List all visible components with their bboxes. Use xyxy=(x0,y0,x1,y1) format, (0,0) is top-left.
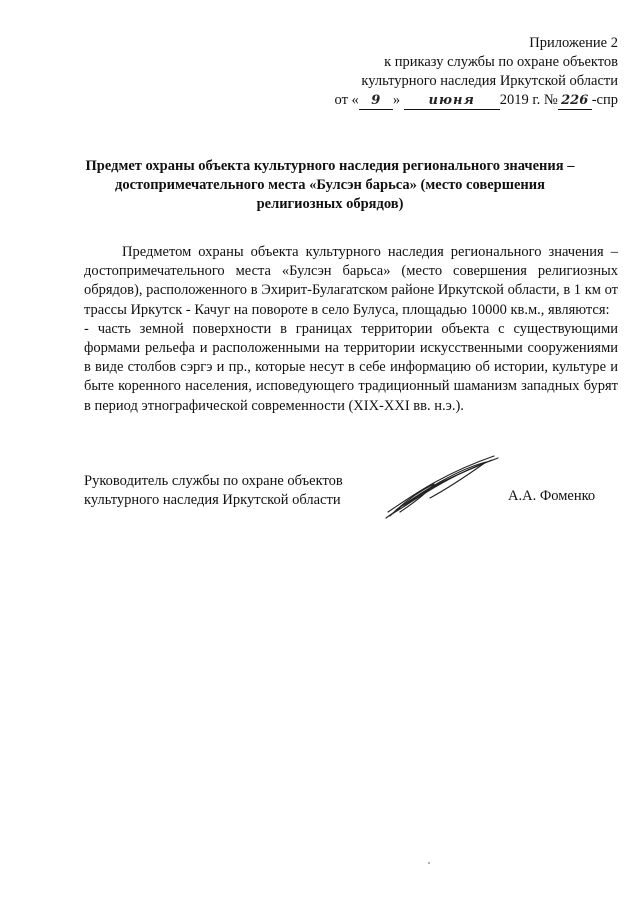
scan-speck xyxy=(428,862,430,864)
order-date-mid: » xyxy=(392,92,401,108)
body-paragraph-intro: Предметом охраны объекта культурного наследия регионального значения – достопримечательного места «Булсэн барьса» (место совершения религиозных обрядов), расположенного в Эхирит-Булагатском районе Иркутской области, в 1 км от трассы Иркутск - Качуг на повороте в село Булуса, площадью 10000 кв.м., являются: xyxy=(84,244,618,318)
order-date-number-line xyxy=(335,91,618,110)
document-title xyxy=(70,157,590,214)
document-body xyxy=(84,243,618,416)
order-month-handwritten: июня xyxy=(404,94,500,110)
appendix-order-reference: к приказу службы по охране объектов xyxy=(384,54,618,70)
order-number-suffix: -спр xyxy=(591,92,618,108)
order-number-handwritten: 226 xyxy=(558,94,592,110)
order-day-handwritten: 9 xyxy=(359,94,393,110)
signatory-position-line-2: культурного наследия Иркутской области xyxy=(84,492,341,508)
body-paragraph-item: - часть земной поверхности в границах территории объекта с существующими формами рельефа и расположенными на территории искусственными сооружениями в виде столбов сэргэ и пр., которые несут в себе информацию об истории, культуре и быте коренного населения, исповедующего традиционный шаманизм западных бурят в период этнографической современности (XIX-XXI вв. н.э.). xyxy=(84,320,618,414)
signatory-position-line-1: Руководитель службы по охране объектов xyxy=(84,473,343,489)
appendix-number: Приложение 2 xyxy=(529,35,618,51)
signatory-position xyxy=(84,472,343,510)
order-year-label: 2019 г. № xyxy=(499,92,558,108)
signatory-name: А.А. Фоменко xyxy=(508,488,596,504)
title-line-2: достопримечательного места «Булсэн барьса» (место совершения xyxy=(115,177,545,193)
appendix-authority: культурного наследия Иркутской области xyxy=(361,73,618,89)
appendix-header xyxy=(335,34,618,110)
title-line-3: религиозных обрядов) xyxy=(256,196,404,212)
handwritten-signature xyxy=(382,452,500,520)
title-line-1: Предмет охраны объекта культурного наследия регионального значения – xyxy=(85,158,575,174)
order-date-prefix: от « xyxy=(334,92,359,108)
